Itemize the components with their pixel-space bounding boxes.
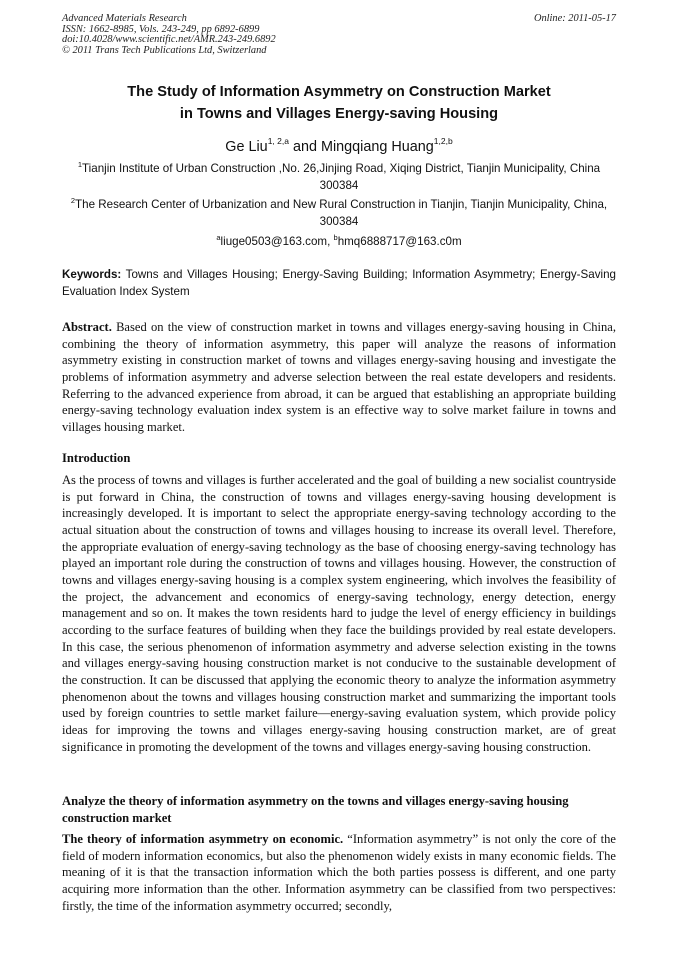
email-b[interactable]: hmq6888717@163.c0m	[337, 235, 462, 248]
author-1-affiliation-mark: 1, 2,a	[267, 136, 289, 146]
issn-line: ISSN: 1662-8985, Vols. 243-249, pp 6892-6899	[62, 23, 260, 35]
author-1-name: Ge Liu	[225, 139, 268, 155]
online-date: Online: 2011-05-17	[533, 13, 616, 24]
affiliation-1-mark: 1	[77, 160, 83, 169]
introduction-heading: Introduction	[62, 451, 131, 465]
affiliation-2-mark: 2	[70, 196, 76, 205]
section-2-subheading: The theory of information asymmetry on economic.	[62, 832, 344, 846]
affiliation-2-text: The Research Center of Urbanization and New Rural Construction in Tianjin, Tianjin Municipality, China, 300384	[75, 198, 608, 228]
keywords-paragraph	[62, 267, 616, 300]
abstract-text: Based on the view of construction market in towns and villages energy-saving housing in China, combining the theory of information asymmetry, this paper will analyze the reasons of information asymmetry existing in construction market of towns and villages energy-saving housing and investigate the problems of information asymmetry and adverse selection between the real estate developers and residents. Referring to the advanced experience from abroad, it can be argued that establishing an appropriate building energy-saving technology evaluation index system is an effective way to solve market failure in towns and villages housing market.	[62, 320, 616, 434]
doi-line: doi:10.4028/www.scientific.net/AMR.243-249.6892	[62, 34, 276, 46]
section-2-text: “Information asymmetry” is not only the core of the field of modern information economics, but also the phenomenon widely exists in many economic fields. The meaning of it is that the transaction information which the both parties possess is different, and one party acquiring more information than the other. Information asymmetry can be classified from two perspectives: firstly, the time of the information asymmetry occurred; secondly,	[62, 832, 616, 913]
copyright-line: © 2011 Trans Tech Publications Ltd, Switzerland	[62, 44, 267, 56]
affiliation-1-text: Tianjin Institute of Urban Construction ,No. 26,Jinjing Road, Xiqing District, Tianjin Municipality, China 300384	[82, 162, 601, 192]
email-b-mark: b	[333, 233, 338, 242]
author-conjunction: and	[288, 139, 321, 155]
email-a[interactable]: liuge0503@163.com,	[220, 235, 334, 248]
affiliation-1	[62, 161, 616, 194]
abstract-paragraph	[62, 319, 616, 436]
keywords-text: Towns and Villages Housing; Energy-Saving Building; Information Asymmetry; Energy-Saving Evaluation Index System	[62, 268, 616, 298]
author-list	[62, 138, 616, 156]
section-2-heading: Analyze the theory of information asymmetry on the towns and villages energy-saving housing construction market	[62, 794, 569, 825]
author-2-affiliation-mark: 1,2,b	[433, 136, 453, 146]
affiliation-2	[62, 197, 616, 230]
abstract-label: Abstract.	[62, 320, 112, 334]
journal-header	[62, 14, 616, 56]
email-a-mark: a	[216, 233, 221, 242]
keywords-label: Keywords:	[62, 268, 122, 281]
introduction-paragraph: As the process of towns and villages is further accelerated and the goal of building a new socialist countryside is put forward in China, the construction of towns and villages energy-saving housing development is increasingly developed. It is important to select the appropriate energy-saving technology according to the actual situation about the construction of towns and villages housing to increase its overall level. Therefore, the appropriate evaluation of energy-saving technology as the base of choosing energy-saving technology has played an important role during the construction of towns and villages housing. However, the construction of towns and villages energy-saving housing is a complex system engineering, which involves the feasibility of the project, the advancement and economics of energy-saving technology, energy detection, energy management and so on. It makes the town residents hard to judge the level of energy efficiency in buildings according to the surface features of building when they face the buildings provided by real estate developers. In this case, the serious phenomenon of information asymmetry and adverse selection existing in the towns and villages energy-saving housing construction market is not conducive to the sustainable development of the construction. It can be discussed that applying the economic theory to analyze the information asymmetry phenomenon about the towns and villages housing construction market and summarizing the important tools used by foreign countries to settle market failure—energy-saving evaluation system, which provide policy ideas for improving the towns and villages energy-saving housing construction market, are of great significance in promoting the development of the towns and villages energy-saving housing construction.	[62, 473, 616, 754]
section-2-paragraph	[62, 831, 616, 914]
author-emails	[62, 234, 616, 250]
paper-title	[62, 81, 616, 125]
title-line-1: The Study of Information Asymmetry on Construction Market	[127, 84, 551, 100]
author-2-name: Mingqiang Huang	[320, 139, 434, 155]
title-line-2: in Towns and Villages Energy-saving Housing	[179, 106, 499, 122]
journal-name: Advanced Materials Research	[62, 13, 187, 24]
